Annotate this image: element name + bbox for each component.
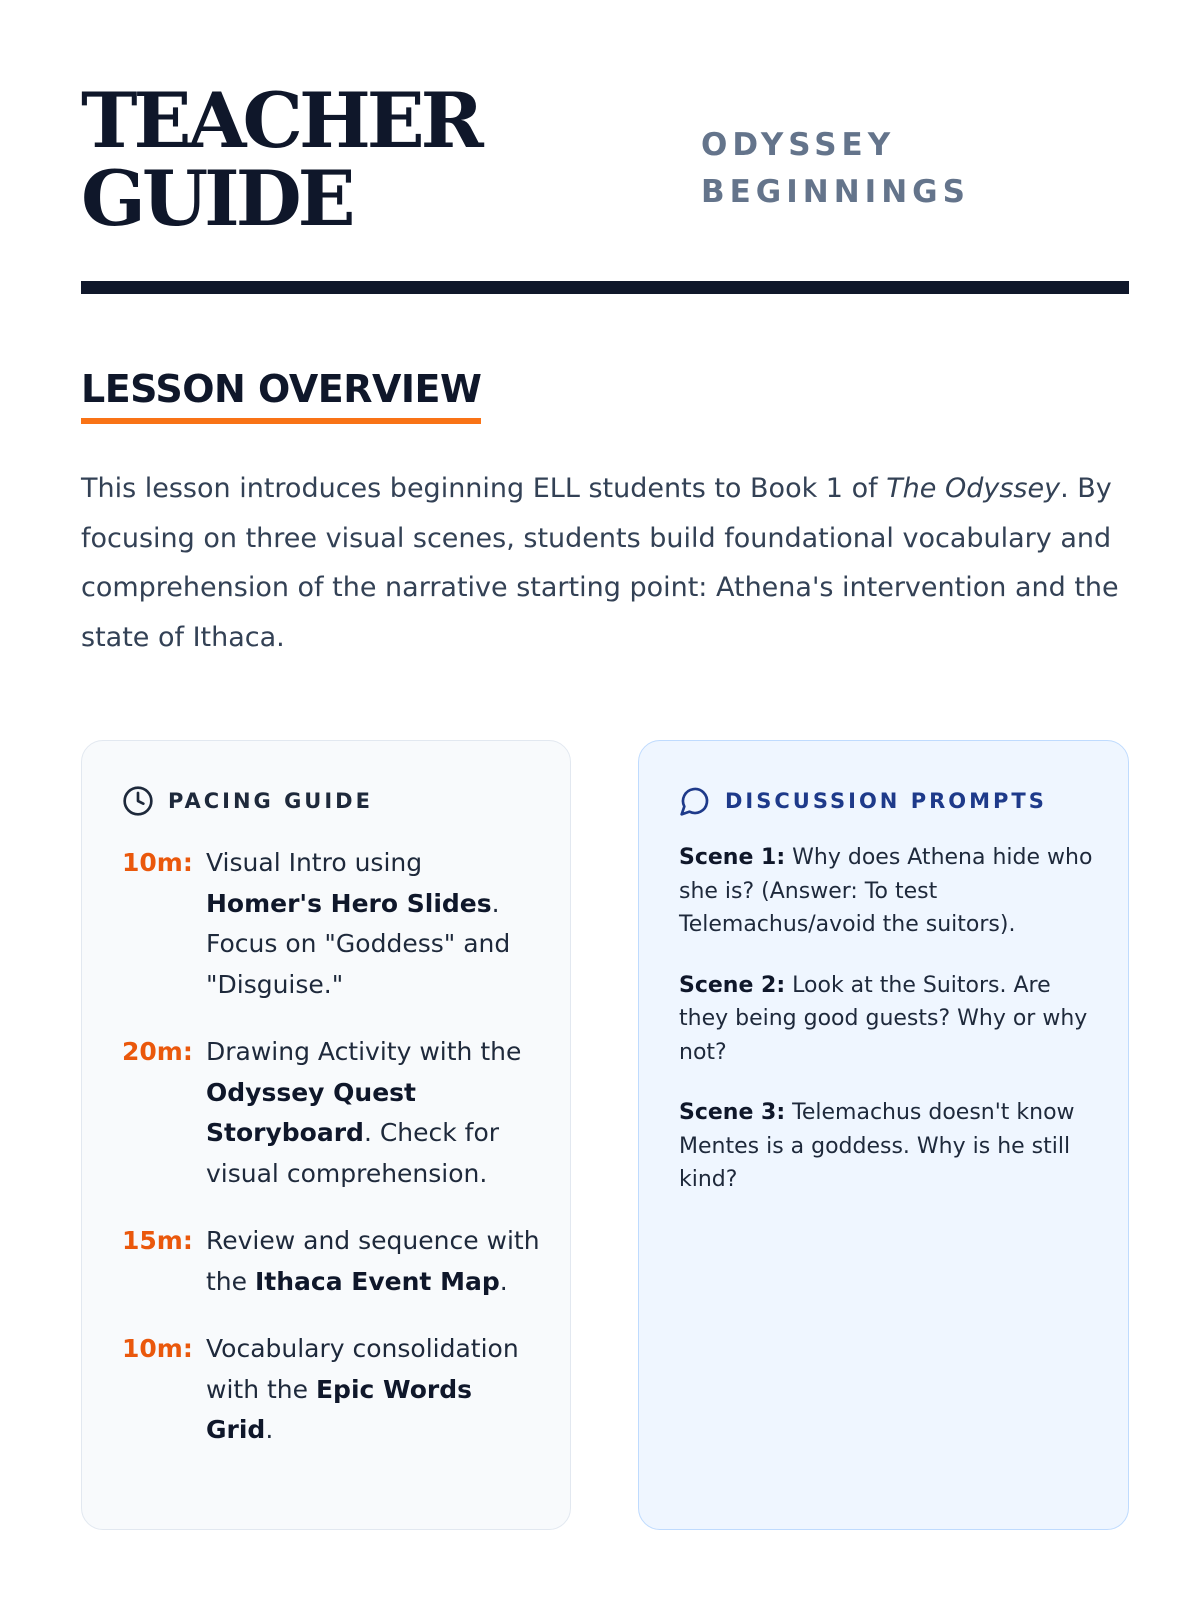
overview-text-start: This lesson introduces beginning ELL students to Book 1 of bbox=[81, 473, 887, 504]
scene-label: Scene 3: bbox=[679, 1100, 786, 1125]
lesson-overview-heading: LESSON OVERVIEW bbox=[81, 366, 481, 424]
resource-name: Homer's Hero Slides bbox=[206, 888, 492, 918]
pacing-description bbox=[206, 843, 542, 1005]
pacing-guide-header bbox=[122, 783, 373, 819]
prompt-item bbox=[679, 1096, 1099, 1197]
prompt-text: Telemachus doesn't know Mentes is a goddess. Why is he still kind? bbox=[679, 1100, 1075, 1192]
pacing-item bbox=[122, 1221, 542, 1302]
clock-icon bbox=[122, 785, 154, 817]
pacing-item bbox=[122, 843, 542, 1005]
discussion-prompts-header bbox=[679, 783, 1047, 819]
title-line-2: GUIDE bbox=[81, 154, 352, 243]
scene-label: Scene 1: bbox=[679, 845, 786, 870]
subtitle-line-1: ODYSSEY bbox=[701, 127, 896, 163]
title-line-1: TEACHER bbox=[81, 76, 480, 165]
pacing-description bbox=[206, 1032, 542, 1194]
scene-label: Scene 2: bbox=[679, 972, 786, 998]
discussion-prompts-title: DISCUSSION PROMPTS bbox=[725, 789, 1047, 813]
page-title bbox=[81, 76, 561, 243]
overview-book-title: The Odyssey bbox=[886, 473, 1061, 504]
prompt-text: Look at the Suitors. Are they being good guests? Why or why not? bbox=[679, 972, 1088, 1065]
pacing-time: 20m: bbox=[122, 1037, 193, 1066]
overview-text-end: . By focusing on three visual scenes, students build foundational vocabulary and comprehension of the narrative starting point: Athena's intervention and the state of Ithaca. bbox=[81, 473, 1119, 653]
pacing-item bbox=[122, 1032, 542, 1194]
resource-name: Epic Words Grid bbox=[206, 1374, 472, 1444]
pacing-item bbox=[122, 1329, 542, 1451]
prompt-list bbox=[679, 841, 1099, 1224]
prompt-item bbox=[679, 841, 1099, 942]
pacing-text: . bbox=[265, 1415, 274, 1444]
resource-name: Ithaca Event Map bbox=[254, 1266, 500, 1296]
speech-bubble-icon bbox=[679, 785, 711, 817]
pacing-guide-card bbox=[81, 740, 571, 1530]
page-header bbox=[81, 76, 1129, 294]
pacing-time: 10m: bbox=[122, 848, 193, 877]
pacing-guide-title: PACING GUIDE bbox=[168, 789, 373, 813]
pacing-time: 10m: bbox=[122, 1334, 193, 1363]
pacing-text: Review and sequence with the bbox=[206, 1226, 540, 1296]
pacing-text: Visual Intro using bbox=[206, 848, 423, 877]
pacing-list bbox=[122, 843, 542, 1478]
pacing-description bbox=[206, 1329, 542, 1451]
discussion-prompts-card bbox=[638, 740, 1129, 1530]
pacing-text: Vocabulary consolidation with the bbox=[206, 1334, 519, 1404]
pacing-text: . Check for visual comprehension. bbox=[206, 1118, 500, 1188]
header-divider bbox=[81, 281, 1129, 294]
pacing-text: . bbox=[499, 1266, 508, 1296]
pacing-text: . Focus on "Goddess" and "Disguise." bbox=[206, 888, 511, 999]
prompt-text: Why does Athena hide who she is? (Answer: To test Telemachus/avoid the suitors). bbox=[679, 845, 1093, 937]
page-subtitle bbox=[701, 122, 970, 216]
pacing-description bbox=[206, 1221, 542, 1302]
resource-name: Odyssey Quest Storyboard bbox=[206, 1077, 416, 1147]
subtitle-line-2: BEGINNINGS bbox=[701, 174, 970, 210]
pacing-text: Drawing Activity with the bbox=[206, 1037, 522, 1066]
prompt-item bbox=[679, 969, 1099, 1070]
pacing-time: 15m: bbox=[122, 1226, 193, 1255]
lesson-overview-text bbox=[81, 464, 1141, 662]
